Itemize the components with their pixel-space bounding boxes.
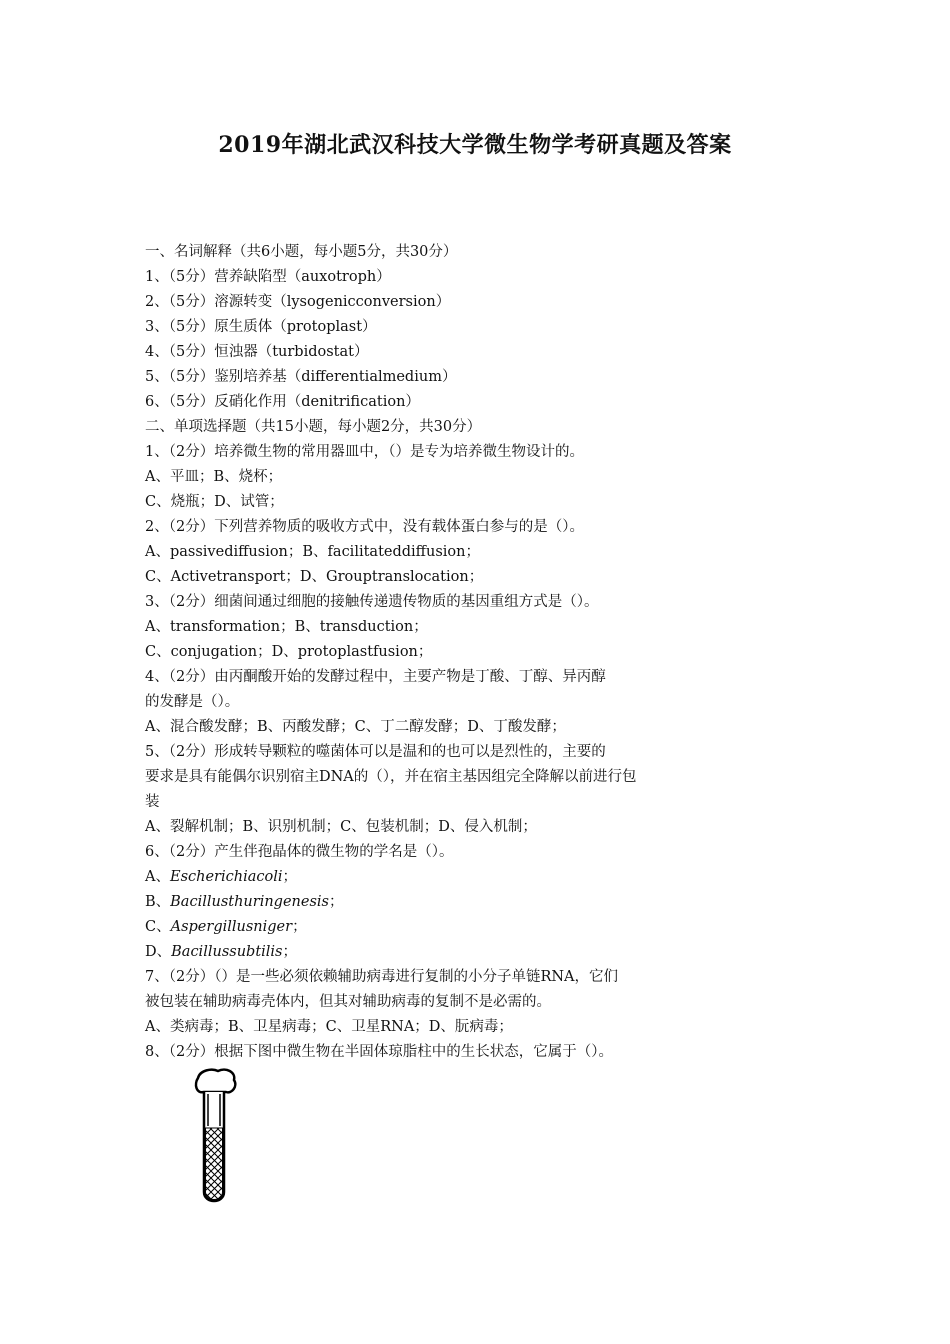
term-item: 6、（5分）反硝化作用（denitrification）: [145, 394, 420, 410]
section-1-heading: 一、名词解释（共6小题，每小题5分，共30分）: [145, 244, 458, 260]
term-item: 1、（5分）营养缺陷型（auxotroph）: [145, 269, 391, 285]
question-6-option-c: C、Aspergillusniger；: [145, 919, 307, 935]
question-2-options: A、passivediffusion；B、facilitateddiffusion；: [145, 544, 480, 560]
species-name: Aspergillusniger: [170, 919, 293, 935]
document-body: [145, 240, 735, 1065]
question-2-options: C、Activetransport；D、Grouptranslocation；: [145, 569, 484, 585]
question-3-options: A、transformation；B、transduction；: [145, 619, 428, 635]
question-5-stem: 5、（2分）形成转导颗粒的噬菌体可以是温和的也可以是烈性的，主要的: [145, 744, 606, 760]
question-4-options: A、混合酸发酵；B、丙酸发酵；C、丁二醇发酵；D、丁酸发酵；: [145, 719, 566, 735]
test-tube-icon: [190, 1066, 246, 1206]
question-1-options: C、烧瓶；D、试管；: [145, 494, 284, 510]
document-title: 2019年湖北武汉科技大学微生物学考研真题及答案: [218, 132, 732, 158]
question-6-option-d: D、Bacillussubtilis；: [145, 944, 297, 960]
question-6-stem: 6、（2分）产生伴孢晶体的微生物的学名是（）。: [145, 844, 454, 860]
question-6-option-a: A、Escherichiacoli；: [145, 869, 297, 885]
term-item: 5、（5分）鉴别培养基（differentialmedium）: [145, 369, 457, 385]
question-1-stem: 1、（2分）培养微生物的常用器皿中，（）是专为培养微生物设计的。: [145, 444, 584, 460]
question-6-option-b: B、Bacillusthuringenesis；: [145, 894, 344, 910]
question-5-options: A、裂解机制；B、识别机制；C、包装机制；D、侵入机制；: [145, 819, 537, 835]
species-name: Escherichiacoli: [169, 869, 283, 885]
question-8-stem: 8、（2分）根据下图中微生物在半固体琼脂柱中的生长状态，它属于（）。: [145, 1044, 613, 1060]
term-item: 4、（5分）恒浊器（turbidostat）: [145, 344, 369, 360]
question-5-stem: 要求是具有能偶尔识别宿主DNA的（），并在宿主基因组完全降解以前进行包: [145, 769, 637, 785]
species-name: Bacillusthuringenesis: [170, 894, 329, 910]
term-item: 3、（5分）原生质体（protoplast）: [145, 319, 377, 335]
question-2-stem: 2、（2分）下列营养物质的吸收方式中，没有载体蛋白参与的是（）。: [145, 519, 584, 535]
term-item: 2、（5分）溶源转变（lysogenicconversion）: [145, 294, 451, 310]
question-1-options: A、平皿；B、烧杯；: [145, 469, 283, 485]
species-name: Bacillussubtilis: [171, 944, 283, 960]
question-7-stem: 被包装在辅助病毒壳体内，但其对辅助病毒的复制不是必需的。: [145, 994, 551, 1010]
question-4-stem: 的发酵是（）。: [145, 694, 240, 710]
question-4-stem: 4、（2分）由丙酮酸开始的发酵过程中，主要产物是丁酸、丁醇、异丙醇: [145, 669, 606, 685]
question-7-stem: 7、（2分）（）是一些必须依赖辅助病毒进行复制的小分子单链RNA，它们: [145, 969, 619, 985]
question-7-options: A、类病毒；B、卫星病毒；C、卫星RNA；D、朊病毒；: [145, 1019, 513, 1035]
section-2-heading: 二、单项选择题（共15小题，每小题2分，共30分）: [145, 419, 482, 435]
question-5-stem: 装: [145, 794, 160, 810]
question-3-stem: 3、（2分）细菌间通过细胞的接触传递遗传物质的基因重组方式是（）。: [145, 594, 599, 610]
agar-tube-figure: [190, 1066, 246, 1206]
question-3-options: C、conjugation；D、protoplastfusion；: [145, 644, 433, 660]
